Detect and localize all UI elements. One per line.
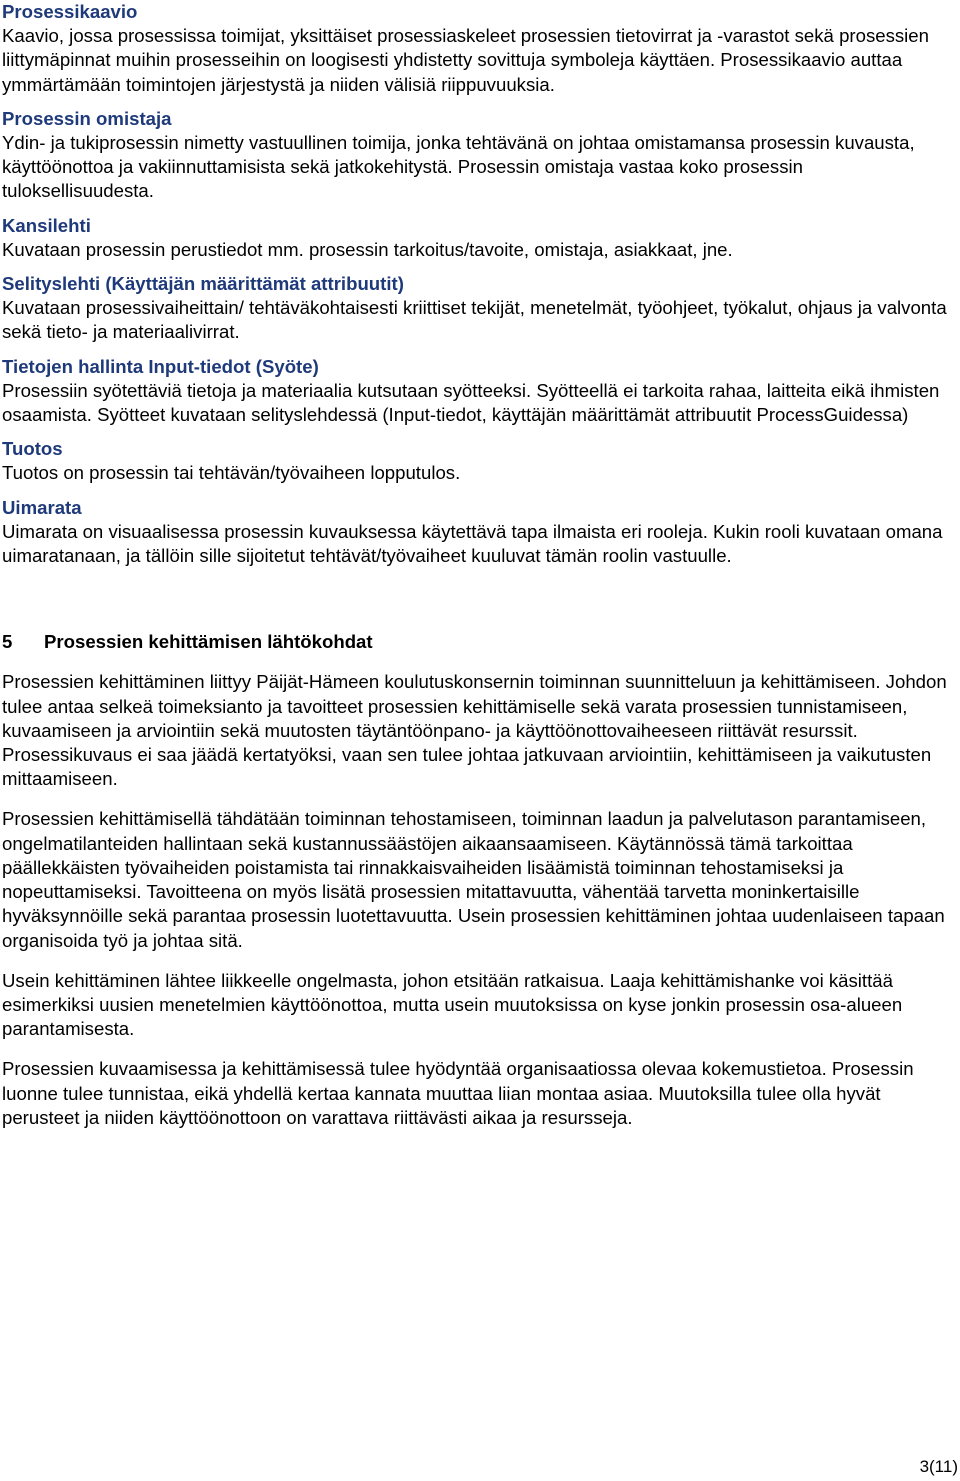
term-definition: Kuvataan prosessivaiheittain/ tehtäväkohtaisesti kriittiset tekijät, menetelmät, työohjeet, työkalut, ohjaus ja valvonta sekä tieto- ja materiaalivirrat. <box>2 297 947 343</box>
section-heading <box>2 630 960 654</box>
term-tietojen-hallinta <box>2 355 960 428</box>
term-definition: Kaavio, jossa prosessissa toimijat, yksittäiset prosessiaskeleet prosessien tietovirrat ja -varastot sekä prosessien liittymäpinnat muihin prosesseihin on loogisesti yhdistetty sovittuja symboleja käyttäen. Prosessikaavio auttaa ymmärtämään toimintojen järjestystä ja niiden välisiä riippuvuuksia. <box>2 25 929 95</box>
section-title: Prosessien kehittämisen lähtökohdat <box>44 631 373 653</box>
term-title: Selityslehti (Käyttäjän määrittämät attribuutit) <box>2 273 404 295</box>
term-definition: Tuotos on prosessin tai tehtävän/työvaiheen lopputulos. <box>2 462 461 484</box>
term-selityslehti <box>2 272 960 345</box>
term-prosessikaavio <box>2 0 960 97</box>
paragraph: Prosessien kehittämisellä tähdätään toiminnan tehostamiseen, toiminnan laadun ja palvelutason parantamiseen, ongelmatilanteiden hallintaan sekä kustannussäästöjen aikaansaamiseen. Käytännössä tämä tarkoittaa päällekkäisten työvaiheiden poistamista tai rinnakkaisvaiheiden lisäämistä toiminnan tehostamiseksi ja nopeuttamiseksi. Tavoitteena on myös lisätä prosessien mitattavuutta, vähentää tarvetta moninkertaisille hyväksynnöille sekä parantaa prosessin luotettavuutta. Usein prosessien kehittäminen johtaa uudenlaiseen tapaan organisoida työ ja johtaa sitä. <box>2 808 945 951</box>
term-title: Kansilehti <box>2 214 91 236</box>
term-tuotos <box>2 437 960 485</box>
term-title: Uimarata <box>2 496 82 518</box>
term-definition: Ydin- ja tukiprosessin nimetty vastuullinen toimija, jonka tehtävänä on johtaa omistamansa prosessin kuvausta, käyttöönottoa ja vakiinnuttamisista sekä jatkokehitystä. Prosessin omistaja vastaa koko prosessin tuloksellisuudesta. <box>2 132 915 202</box>
term-definition: Uimarata on visuaalisessa prosessin kuvauksessa käytettävä tapa ilmaista eri rooleja. Kukin rooli kuvataan omana uimaratanaan, ja tällöin sille sijoitetut tehtävät/työvaiheet kuuluvat tämän roolin vastuulle. <box>2 520 943 567</box>
paragraph: Prosessien kehittäminen liittyy Päijät-Hämeen koulutuskonsernin toiminnan suunnitteluun ja kehittämiseen. Johdon tulee antaa selkeä toimeksianto ja tavoitteet prosessien kehittämiselle sekä varata prosessien tunnistamiseen, kuvaamiseen ja arviointiin sekä muutosten täytäntöönpano- ja käyttöönottovaiheeseen riittävät resurssit. Prosessikuvaus ei saa jäädä kertatyöksi, vaan sen tulee johtaa jatkuvaan arviointiin, kehittämiseen ja vaikutusten mittaamiseen. <box>2 671 947 790</box>
term-title: Prosessin omistaja <box>2 107 172 129</box>
term-title: Prosessikaavio <box>2 1 138 22</box>
term-title: Tuotos <box>2 438 63 460</box>
term-uimarata <box>2 496 960 569</box>
term-prosessin-omistaja <box>2 107 960 204</box>
term-kansilehti <box>2 214 960 262</box>
term-definition: Kuvataan prosessin perustiedot mm. prosessin tarkoitus/tavoite, omistaja, asiakkaat, jne. <box>2 238 733 260</box>
term-definition: Prosessiin syötettäviä tietoja ja materiaalia kutsutaan syötteeksi. Syötteellä ei tarkoita rahaa, laitteita eikä ihmisten osaamista. Syötteet kuvataan selityslehdessä (Input-tiedot, käyttäjän määrittämät attribuutit ProcessGuidessa) <box>2 379 940 426</box>
term-title: Tietojen hallinta Input-tiedot (Syöte) <box>2 355 319 377</box>
page-number: 3(11) <box>919 1457 958 1476</box>
paragraph: Prosessien kuvaamisessa ja kehittämisessä tulee hyödyntää organisaatiossa olevaa kokemustietoa. Prosessin luonne tulee tunnistaa, eikä yhdellä kertaa kannata muuttaa liian montaa asiaa. Muutoksilla tulee olla hyvät perusteet ja niiden käyttöönottoon on varattava riittävästi aikaa ja resursseja. <box>2 1058 914 1128</box>
section-number: 5 <box>2 631 13 653</box>
paragraph: Usein kehittäminen lähtee liikkeelle ongelmasta, johon etsitään ratkaisua. Laaja kehittämishanke voi käsittää esimerkiksi uusien menetelmien käyttöönottoa, mutta usein muutoksissa on kyse jonkin prosessin osa-alueen parantamisesta. <box>2 969 903 1040</box>
